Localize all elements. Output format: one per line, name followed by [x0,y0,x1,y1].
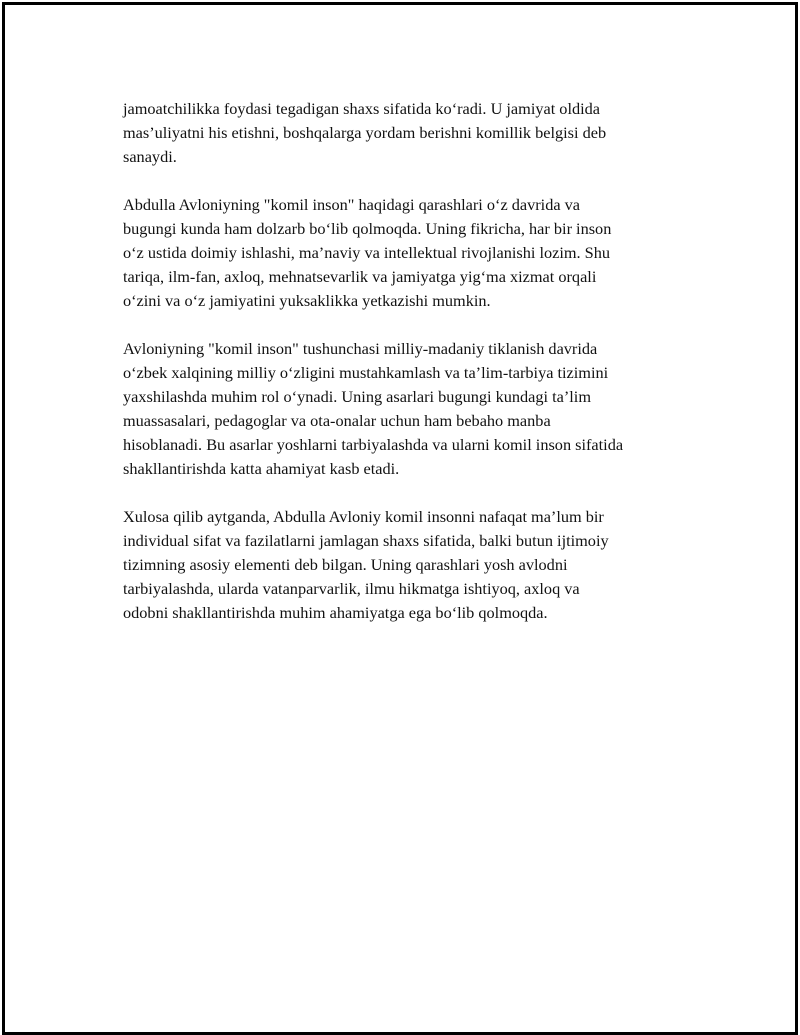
paragraph-3: Avloniyning "komil inson" tushunchasi milliy-madaniy tiklanish davrida o‘zbek xalqining milliy o‘zligini mustahkamlash va ta’lim-tarbiya tizimini yaxshilashda muhim rol o‘ynadi. Uning asarlari bugungi kundagi ta’lim muassasalari, pedagoglar va ota-onalar uchun ham bebaho manba hisoblanadi. Bu asarlar yoshlarni tarbiyalashda va ularni komil inson sifatida shakllantirishda katta ahamiyat kasb etadi. [123,339,624,478]
paragraph-1: jamoatchilikka foydasi tegadigan shaxs sifatida ko‘radi. U jamiyat oldida mas’uliyatni his etishni, boshqalarga yordam berishni komillik belgisi deb sanaydi. [123,99,607,166]
document-body [123,97,703,649]
document-page [2,2,798,1035]
paragraph-2: Abdulla Avloniyning "komil inson" haqidagi qarashlari o‘z davrida va bugungi kunda ham dolzarb bo‘lib qolmoqda. Uning fikricha, har bir inson o‘z ustida doimiy ishlashi, ma’naviy va intellektual rivojlanishi lozim. Shu tariqa, ilm-fan, axloq, mehnatsevarlik va jamiyatga yig‘ma xizmat orqali o‘zini va o‘z jamiyatini yuksaklikka yetkazishi mumkin. [123,195,612,310]
paragraph-4: Xulosa qilib aytganda, Abdulla Avloniy komil insonni nafaqat ma’lum bir individual sifat va fazilatlarni jamlagan shaxs sifatida, balki butun ijtimoiy tizimning asosiy elementi deb bilgan. Uning qarashlari yosh avlodni tarbiyalashda, ularda vatanparvarlik, ilmu hikmatga ishtiyoq, axloq va odobni shakllantirishda muhim ahamiyatga ega bo‘lib qolmoqda. [123,507,609,622]
